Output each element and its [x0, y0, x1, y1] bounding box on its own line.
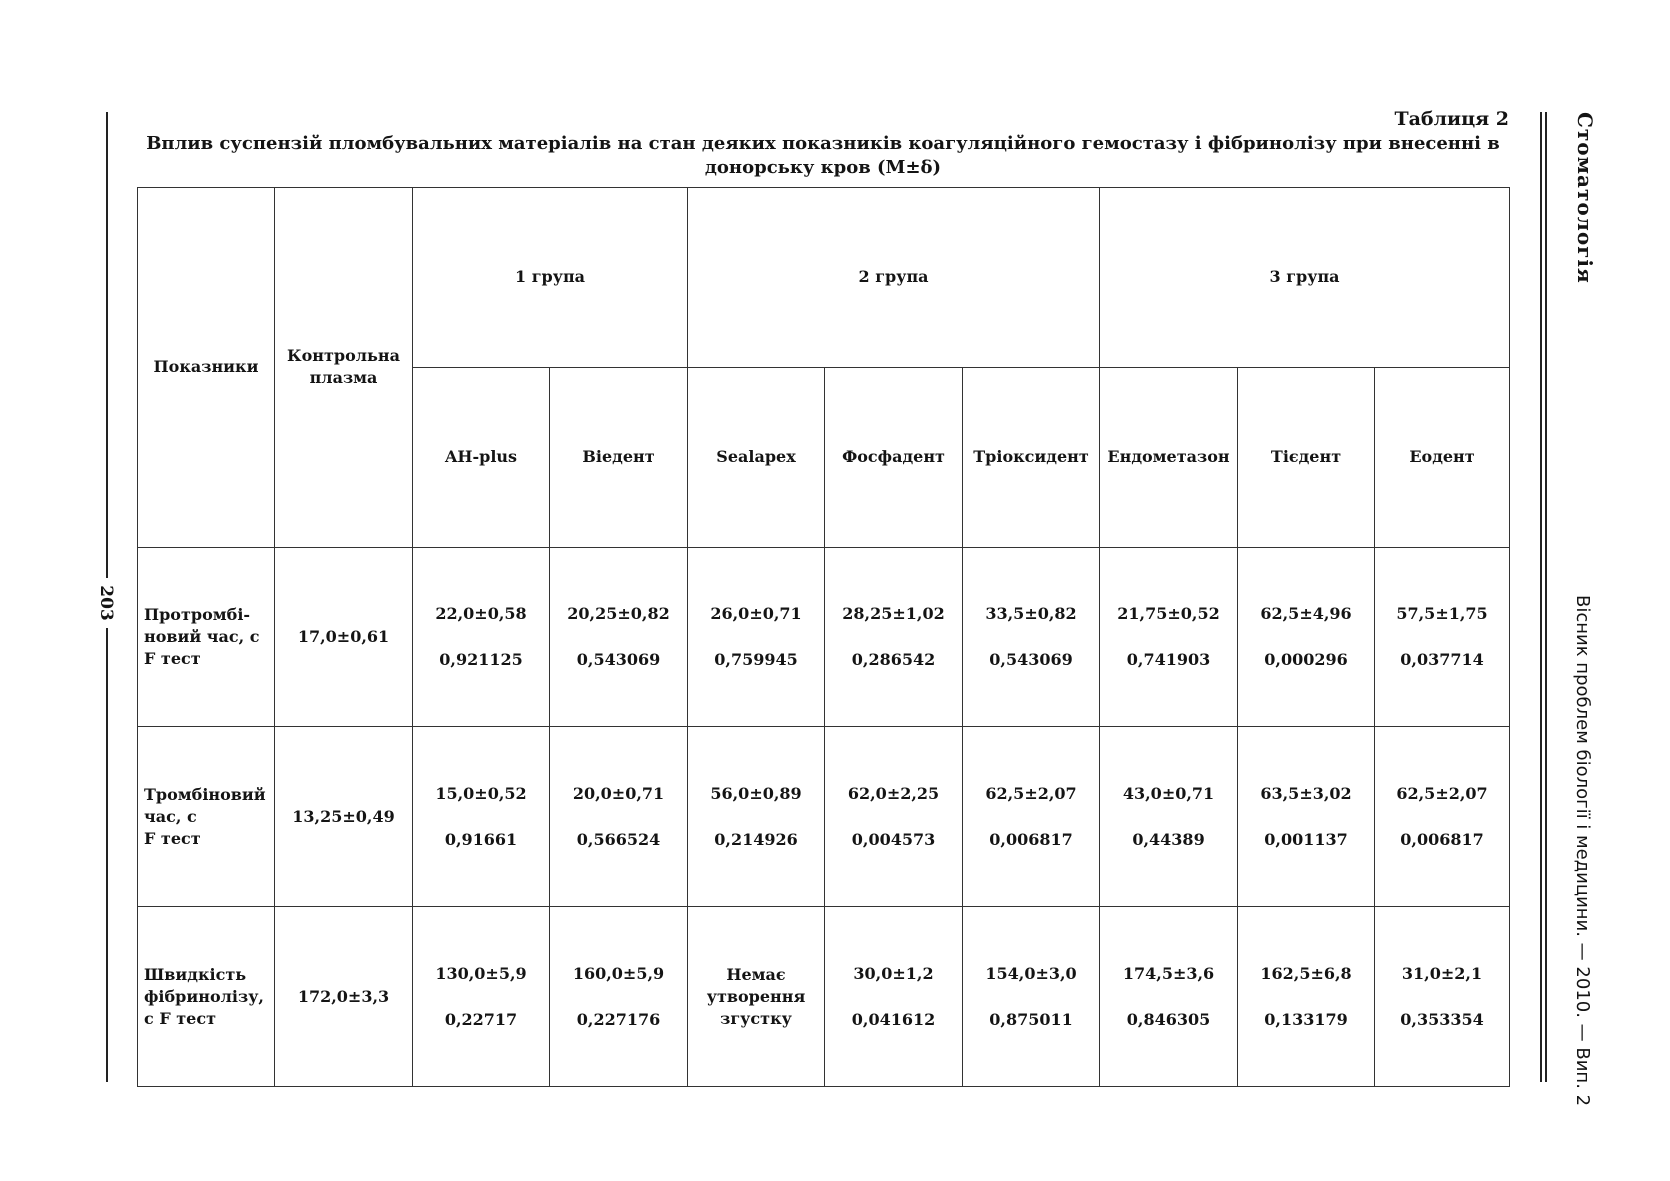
- running-head-section: Стоматологія: [1573, 112, 1597, 284]
- data-cell: 28,25±1,02 0,286542: [825, 547, 963, 727]
- data-cell: 62,5±2,07 0,006817: [1375, 727, 1510, 907]
- data-cell: 174,5±3,6 0,846305: [1100, 907, 1238, 1087]
- data-cell: 62,0±2,25 0,004573: [825, 727, 963, 907]
- header-material: Ендометазон: [1100, 367, 1238, 547]
- data-cell: 22,0±0,58 0,921125: [413, 547, 550, 727]
- data-cell: 57,5±1,75 0,037714: [1375, 547, 1510, 727]
- control-cell: 17,0±0,61: [275, 547, 413, 727]
- header-material: Sealapex: [688, 367, 825, 547]
- header-indicator: Показники: [138, 188, 275, 548]
- table-caption: [137, 132, 1509, 180]
- header-control: Контрольна плазма: [275, 188, 413, 548]
- header-material: Віедент: [550, 367, 688, 547]
- header-material: AH-plus: [413, 367, 550, 547]
- caption-line: Вплив суспензій пломбувальних матеріалів на стан деяких показників коагуляційного гемостазу і фібринолізу при внесенні в: [146, 133, 1500, 154]
- header-material: Фосфадент: [825, 367, 963, 547]
- data-cell: 30,0±1,2 0,041612: [825, 907, 963, 1087]
- header-group-2: 2 група: [688, 188, 1100, 368]
- data-cell: 56,0±0,89 0,214926: [688, 727, 825, 907]
- right-margin-rule: [1545, 112, 1547, 1082]
- row-label: Протромбі- новий час, с F тест: [138, 547, 275, 727]
- header-material: Тріоксидент: [963, 367, 1100, 547]
- data-cell: 20,25±0,82 0,543069: [550, 547, 688, 727]
- data-cell: 33,5±0,82 0,543069: [963, 547, 1100, 727]
- caption-line: донорську кров (M±δ): [704, 157, 942, 178]
- data-cell: 20,0±0,71 0,566524: [550, 727, 688, 907]
- table-row-thrombin: [138, 727, 1510, 907]
- data-cell: 62,5±4,96 0,000296: [1238, 547, 1375, 727]
- page-number: 203: [81, 578, 131, 628]
- header-row-groups: [138, 188, 1510, 368]
- data-cell: 162,5±6,8 0,133179: [1238, 907, 1375, 1087]
- header-group-1: 1 група: [413, 188, 688, 368]
- running-head-journal: Вісник проблем біології і медицини. — 2010. — Вип. 2: [1569, 595, 1596, 1082]
- data-cell: 154,0±3,0 0,875011: [963, 907, 1100, 1087]
- header-group-3: 3 група: [1100, 188, 1510, 368]
- data-cell: 130,0±5,9 0,22717: [413, 907, 550, 1087]
- data-cell: 160,0±5,9 0,227176: [550, 907, 688, 1087]
- table-row-prothrombin: [138, 547, 1510, 727]
- data-cell: 15,0±0,52 0,91661: [413, 727, 550, 907]
- header-material: Тієдент: [1238, 367, 1375, 547]
- results-table: [137, 187, 1510, 1087]
- data-cell: 31,0±2,1 0,353354: [1375, 907, 1510, 1087]
- table-label: Таблиця 2: [1394, 108, 1509, 130]
- data-cell: 26,0±0,71 0,759945: [688, 547, 825, 727]
- data-cell: 21,75±0,52 0,741903: [1100, 547, 1238, 727]
- data-cell-note: Немає утворення згустку: [688, 907, 825, 1087]
- data-cell: 43,0±0,71 0,44389: [1100, 727, 1238, 907]
- data-cell: 63,5±3,02 0,001137: [1238, 727, 1375, 907]
- data-cell: 62,5±2,07 0,006817: [963, 727, 1100, 907]
- control-cell: 172,0±3,3: [275, 907, 413, 1087]
- table-row-fibrinolysis: [138, 907, 1510, 1087]
- control-cell: 13,25±0,49: [275, 727, 413, 907]
- header-material: Еодент: [1375, 367, 1510, 547]
- right-margin-rule: [1540, 112, 1542, 1082]
- row-label: Тромбіновий час, с F тест: [138, 727, 275, 907]
- row-label: Швидкість фібринолізу, с F тест: [138, 907, 275, 1087]
